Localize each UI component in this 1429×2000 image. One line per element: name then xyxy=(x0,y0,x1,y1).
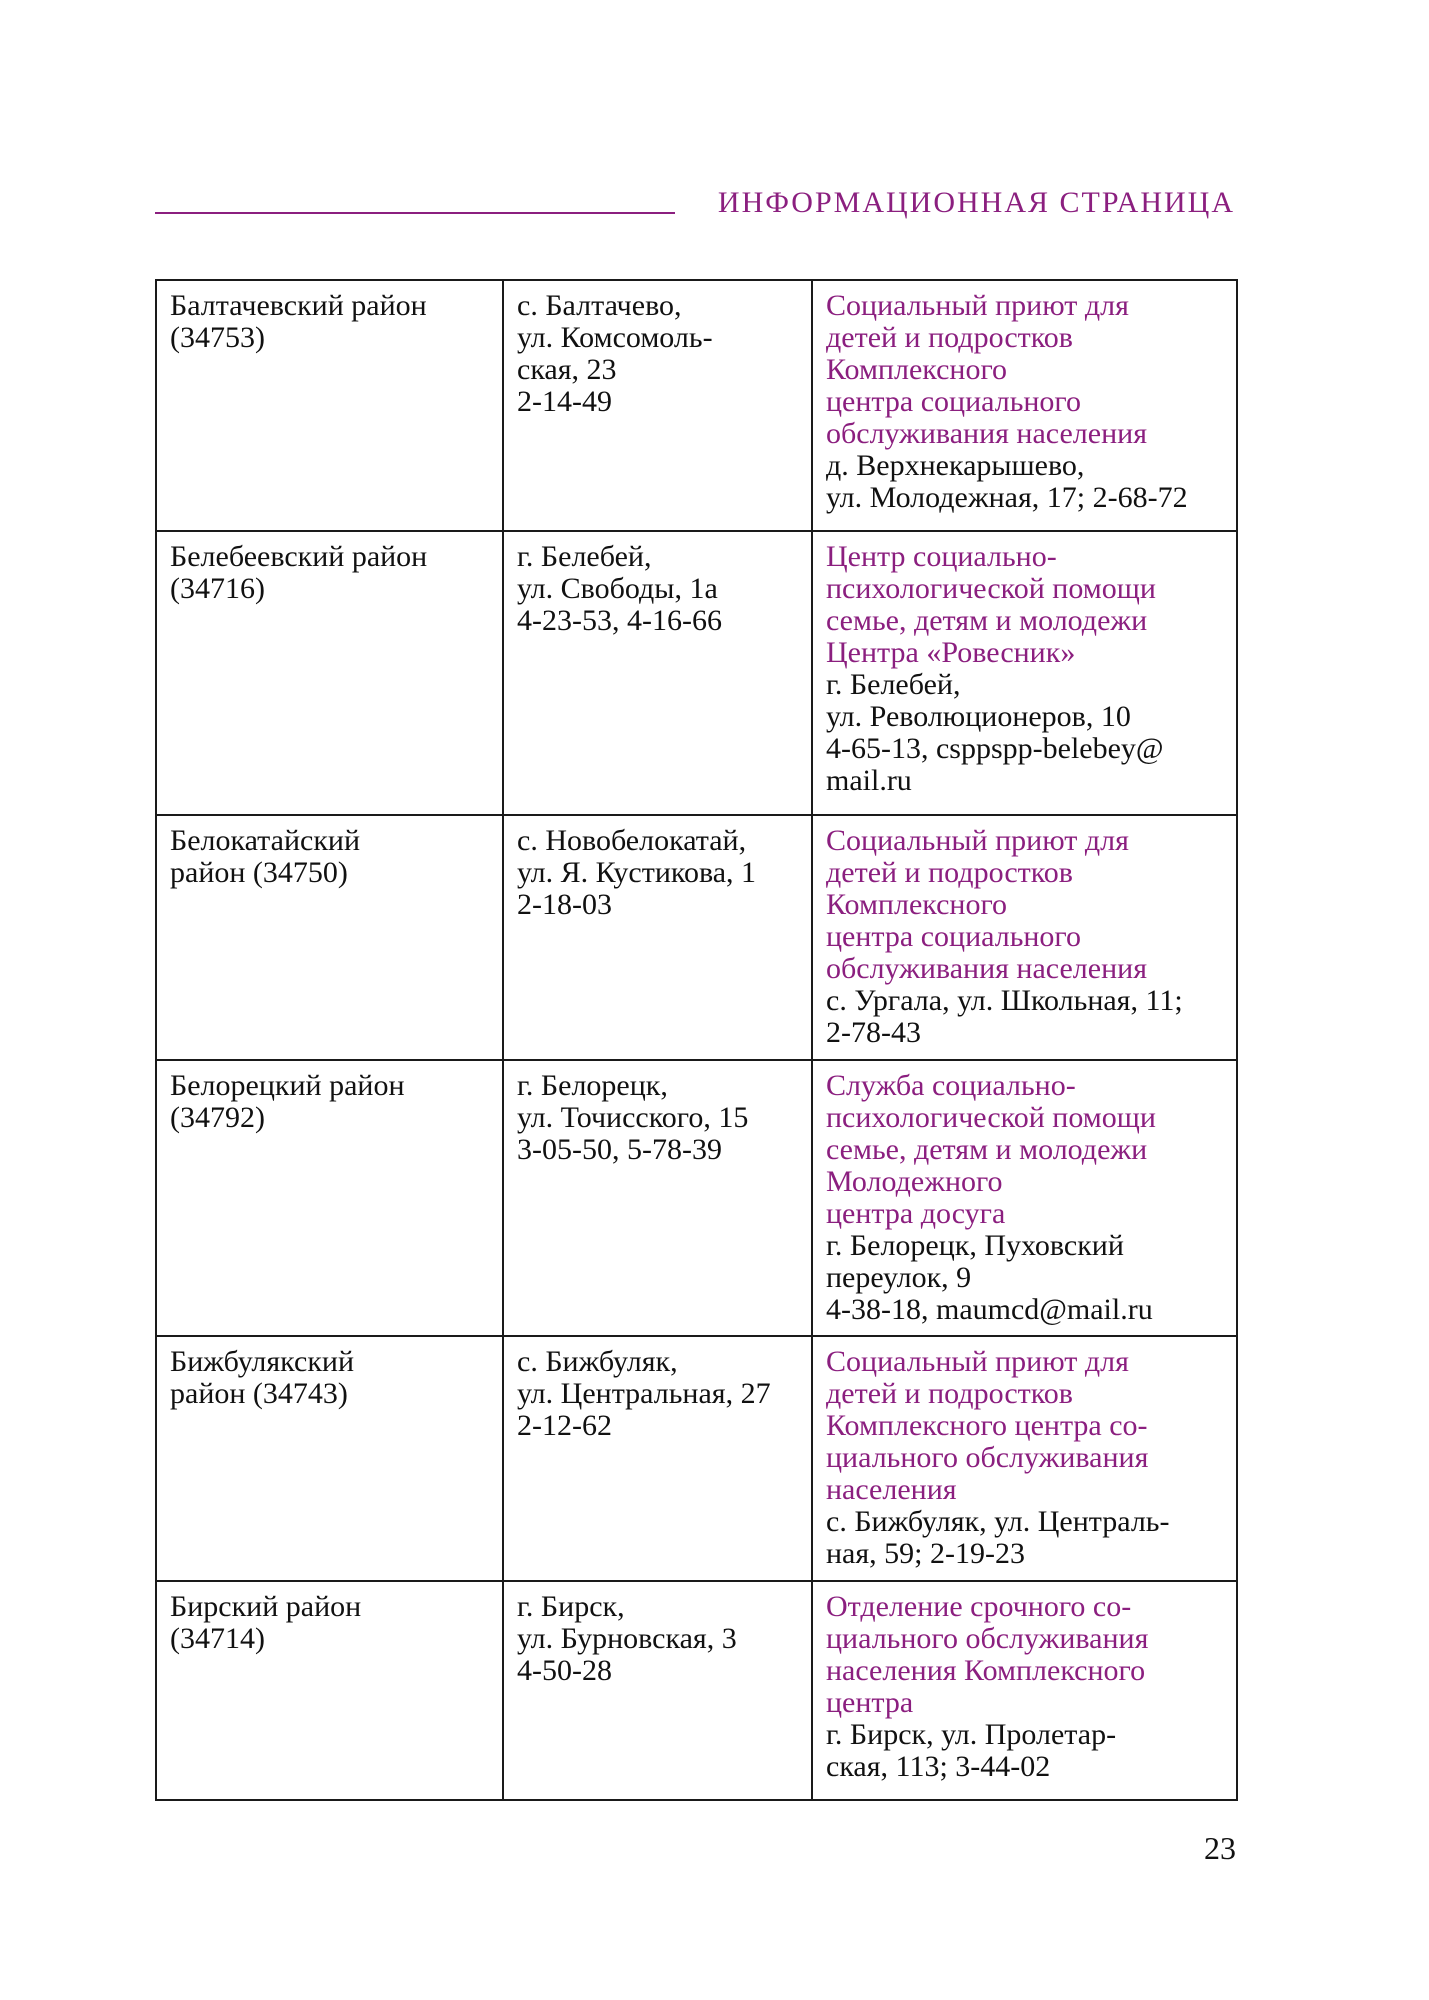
org-contact-line: 2-78-43 xyxy=(826,1016,921,1049)
org-contact-line: ул. Молодежная, 17; 2-68-72 xyxy=(826,481,1188,514)
address-line: 2-14-49 xyxy=(517,385,612,418)
org-name-line: детей и подростков xyxy=(826,1377,1073,1410)
district-cell xyxy=(156,815,503,1060)
address-line: г. Белебей, xyxy=(517,540,652,573)
org-contact-line: переулок, 9 xyxy=(826,1261,972,1294)
address-line: ская, 23 xyxy=(517,353,617,386)
table-row xyxy=(156,280,1237,531)
org-name-line: семье, детям и молодежи xyxy=(826,1133,1148,1166)
district-line: (34716) xyxy=(170,572,265,605)
org-name-line: Центр социально- xyxy=(826,540,1057,573)
org-contact-line: г. Белебей, xyxy=(826,668,961,701)
address-line: ул. Свободы, 1а xyxy=(517,572,718,605)
org-name-line: населения Комплексного xyxy=(826,1654,1146,1687)
table-row xyxy=(156,815,1237,1060)
address-line: 4-23-53, 4-16-66 xyxy=(517,604,722,637)
org-name-line: Социальный приют для xyxy=(826,289,1129,322)
address-line: 3-05-50, 5-78-39 xyxy=(517,1133,722,1166)
org-contact-line: с. Ургала, ул. Школьная, 11; xyxy=(826,984,1183,1017)
org-name-line: центра xyxy=(826,1686,914,1719)
organization-cell xyxy=(812,1336,1237,1581)
page-number: 23 xyxy=(1204,1830,1236,1866)
org-name-line: Комплексного центра со- xyxy=(826,1409,1148,1442)
address-cell xyxy=(503,531,812,815)
org-name-line: Социальный приют для xyxy=(826,1345,1129,1378)
address-line: г. Бирск, xyxy=(517,1590,625,1623)
org-name-line: Социальный приют для xyxy=(826,824,1129,857)
address-line: с. Бижбуляк, xyxy=(517,1345,678,1378)
org-name-line: Отделение срочного со- xyxy=(826,1590,1132,1623)
district-line: Балтачевский район xyxy=(170,289,427,322)
address-line: ул. Центральная, 27 xyxy=(517,1377,771,1410)
org-name-line: обслуживания населения xyxy=(826,417,1147,450)
organization-cell xyxy=(812,1581,1237,1800)
address-cell xyxy=(503,1336,812,1581)
org-name-line: семье, детям и молодежи xyxy=(826,604,1148,637)
org-name-line: психологической помощи xyxy=(826,572,1156,605)
district-cell xyxy=(156,531,503,815)
district-line: (34714) xyxy=(170,1622,265,1655)
address-cell xyxy=(503,280,812,531)
district-line: Белорецкий район xyxy=(170,1069,405,1102)
page-header-title: ИНФОРМАЦИОННАЯ СТРАНИЦА xyxy=(717,186,1235,219)
address-line: ул. Я. Кустикова, 1 xyxy=(517,856,757,889)
org-contact-line: mail.ru xyxy=(826,764,912,797)
org-contact-line: 4-38-18, maumcd@mail.ru xyxy=(826,1293,1153,1326)
address-line: ул. Бурновская, 3 xyxy=(517,1622,737,1655)
org-name-line: центра досуга xyxy=(826,1197,1006,1230)
address-line: с. Балтачево, xyxy=(517,289,682,322)
org-contact-line: с. Бижбуляк, ул. Централь- xyxy=(826,1505,1170,1538)
address-line: г. Белорецк, xyxy=(517,1069,668,1102)
address-line: 2-18-03 xyxy=(517,888,612,921)
address-cell xyxy=(503,1060,812,1336)
district-cell xyxy=(156,280,503,531)
org-name-line: психологической помощи xyxy=(826,1101,1156,1134)
org-name-line: населения xyxy=(826,1473,957,1506)
district-cell xyxy=(156,1336,503,1581)
org-contact-line: 4-65-13, csppspp-belebey@ xyxy=(826,732,1164,765)
org-contact-line: ул. Революционеров, 10 xyxy=(826,700,1131,733)
org-contact-line: г. Белорецк, Пуховский xyxy=(826,1229,1124,1262)
org-contact-line: ская, 113; 3-44-02 xyxy=(826,1750,1051,1783)
address-line: с. Новобелокатай, xyxy=(517,824,747,857)
org-contact-line: ная, 59; 2-19-23 xyxy=(826,1537,1025,1570)
org-name-line: Комплексного xyxy=(826,353,1008,386)
org-name-line: центра социального xyxy=(826,385,1081,418)
org-name-line: Центра «Ровесник» xyxy=(826,636,1076,669)
header-rule xyxy=(155,212,675,214)
district-cell xyxy=(156,1060,503,1336)
organization-cell xyxy=(812,280,1237,531)
org-name-line: Молодежного xyxy=(826,1165,1003,1198)
address-cell xyxy=(503,1581,812,1800)
district-line: Бижбулякский xyxy=(170,1345,355,1378)
district-line: (34753) xyxy=(170,321,265,354)
address-line: 2-12-62 xyxy=(517,1409,612,1442)
district-cell xyxy=(156,1581,503,1800)
org-name-line: Служба социально- xyxy=(826,1069,1076,1102)
org-name-line: центра социального xyxy=(826,920,1081,953)
district-line: Белебеевский район xyxy=(170,540,428,573)
org-contact-line: д. Верхнекарышево, xyxy=(826,449,1085,482)
district-line: (34792) xyxy=(170,1101,265,1134)
table-row xyxy=(156,1060,1237,1336)
address-line: 4-50-28 xyxy=(517,1654,612,1687)
org-name-line: циального обслуживания xyxy=(826,1622,1149,1655)
organization-cell xyxy=(812,531,1237,815)
district-line: район (34743) xyxy=(170,1377,348,1410)
district-line: Белокатайский xyxy=(170,824,361,857)
address-line: ул. Комсомоль- xyxy=(517,321,713,354)
organization-cell xyxy=(812,815,1237,1060)
table-row xyxy=(156,1336,1237,1581)
org-name-line: Комплексного xyxy=(826,888,1008,921)
district-line: Бирский район xyxy=(170,1590,362,1623)
district-services-table xyxy=(155,279,1238,1801)
address-cell xyxy=(503,815,812,1060)
organization-cell xyxy=(812,1060,1237,1336)
org-name-line: детей и подростков xyxy=(826,856,1073,889)
table-row xyxy=(156,531,1237,815)
table-row xyxy=(156,1581,1237,1800)
org-name-line: циального обслуживания xyxy=(826,1441,1149,1474)
address-line: ул. Точисского, 15 xyxy=(517,1101,749,1134)
org-name-line: обслуживания населения xyxy=(826,952,1147,985)
org-name-line: детей и подростков xyxy=(826,321,1073,354)
district-line: район (34750) xyxy=(170,856,348,889)
org-contact-line: г. Бирск, ул. Пролетар- xyxy=(826,1718,1117,1751)
